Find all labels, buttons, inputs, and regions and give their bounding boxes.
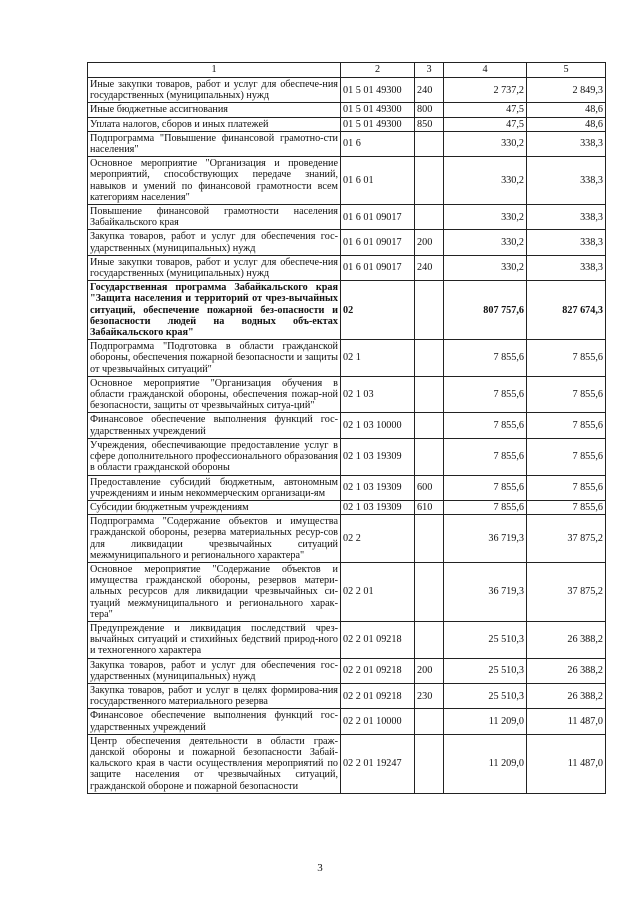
row-amount-year-1: 11 209,0 [444,709,527,734]
row-amount-year-2: 338,3 [527,131,606,156]
row-amount-year-2: 48,6 [527,103,606,117]
table-row [88,621,606,658]
row-name: Повышение финансовой грамотности населения Забайкальского края [88,205,341,230]
row-name: Иные закупки товаров, работ и услуг для обеспече-ния государственных (муниципальных) нужд [88,78,341,103]
row-expense-type [415,340,444,377]
row-amount-year-1: 25 510,3 [444,683,527,708]
row-amount-year-2: 7 855,6 [527,376,606,413]
row-amount-year-2: 26 388,2 [527,683,606,708]
row-amount-year-2: 11 487,0 [527,734,606,793]
row-code: 02 2 01 09218 [341,683,415,708]
table-row [88,709,606,734]
table-row [88,658,606,683]
table-row [88,475,606,500]
row-code: 02 2 01 19247 [341,734,415,793]
row-expense-type [415,734,444,793]
row-amount-year-1: 25 510,3 [444,658,527,683]
row-amount-year-2: 7 855,6 [527,438,606,475]
row-amount-year-2: 338,3 [527,205,606,230]
header-row [88,63,606,78]
row-amount-year-2: 7 855,6 [527,475,606,500]
row-code: 02 1 03 19309 [341,475,415,500]
row-amount-year-1: 7 855,6 [444,340,527,377]
row-expense-type: 600 [415,475,444,500]
row-amount-year-1: 330,2 [444,230,527,255]
row-code: 01 5 01 49300 [341,117,415,131]
row-amount-year-2: 26 388,2 [527,621,606,658]
row-code: 02 1 [341,340,415,377]
table-row [88,230,606,255]
row-amount-year-2: 26 388,2 [527,658,606,683]
table-row [88,438,606,475]
row-amount-year-1: 36 719,3 [444,562,527,621]
row-name: Подпрограмма "Повышение финансовой грамотно-сти населения" [88,131,341,156]
row-name: Закупка товаров, работ и услуг для обеспечения гос-ударственных (муниципальных) нужд [88,230,341,255]
row-amount-year-1: 330,2 [444,157,527,205]
row-code: 01 6 01 [341,157,415,205]
row-amount-year-2: 48,6 [527,117,606,131]
row-name: Основное мероприятие "Содержание объектов и имущества гражданской обороны, резервов матери-альных ресурсов для ликвидации чрезвычайных си-туаций межмуниципального и регионального харак-тера" [88,562,341,621]
row-expense-type: 800 [415,103,444,117]
row-expense-type [415,281,444,340]
row-name: Закупка товаров, работ и услуг для обеспечения гос-ударственных (муниципальных) нужд [88,658,341,683]
row-amount-year-2: 7 855,6 [527,500,606,514]
row-expense-type: 240 [415,255,444,280]
row-amount-year-2: 11 487,0 [527,709,606,734]
row-code: 02 1 03 19309 [341,438,415,475]
row-amount-year-2: 338,3 [527,255,606,280]
table-body [88,78,606,794]
row-name: Учреждения, обеспечивающие предоставление услуг в сфере дополнительного профессионального образования в области гражданской обороны [88,438,341,475]
table-row [88,376,606,413]
row-expense-type [415,131,444,156]
row-name: Закупка товаров, работ и услуг в целях формирова-ния государственного материального резерва [88,683,341,708]
row-name: Иные бюджетные ассигнования [88,103,341,117]
row-amount-year-2: 338,3 [527,230,606,255]
row-name: Основное мероприятие "Организация обучения в области гражданской обороны, обеспечения пожар-ной безопасности, защиты от чрезвычайных ситуа-ций" [88,376,341,413]
table-row [88,562,606,621]
header-col-1: 1 [88,63,341,78]
row-name: Субсидии бюджетным учреждениям [88,500,341,514]
table-row [88,131,606,156]
row-amount-year-2: 7 855,6 [527,413,606,438]
row-amount-year-1: 330,2 [444,205,527,230]
row-name: Государственная программа Забайкальского края "Защита населения и территорий от чрез-вычайных ситуаций, обеспечение пожарной без-опасности и безопасности людей на водных объ-ектах Забайкальского края" [88,281,341,340]
row-amount-year-1: 7 855,6 [444,438,527,475]
row-expense-type [415,413,444,438]
row-name: Финансовое обеспечение выполнения функций гос-ударственных учреждений [88,709,341,734]
row-amount-year-2: 37 875,2 [527,515,606,563]
row-expense-type [415,621,444,658]
row-name: Центр обеспечения деятельности в области граж-данской обороны и пожарной безопасности Забай-кальского края в части осуществления мероприятий по защите населения от чрезвычайных ситуаций, гражданской обороне и пожарной безопасности [88,734,341,793]
row-code: 02 1 03 19309 [341,500,415,514]
row-code: 02 1 03 10000 [341,413,415,438]
row-code: 01 6 01 09017 [341,230,415,255]
row-name: Основное мероприятие "Организация и проведение мероприятий, способствующих передаче знаний, навыков и умений по финансовой грамотности всем категориям населения" [88,157,341,205]
table-row [88,734,606,793]
row-amount-year-1: 7 855,6 [444,376,527,413]
row-amount-year-1: 25 510,3 [444,621,527,658]
table-row [88,103,606,117]
table-row [88,515,606,563]
row-amount-year-2: 2 849,3 [527,78,606,103]
header-col-2: 2 [341,63,415,78]
row-name: Предоставление субсидий бюджетным, автономным учреждениям и иным некоммерческим организаци-ям [88,475,341,500]
row-name: Подпрограмма "Подготовка в области гражданской обороны, обеспечения пожарной безопасности и защиты от чрезвычайных ситуаций" [88,340,341,377]
table-row [88,78,606,103]
row-code: 02 2 01 09218 [341,621,415,658]
row-amount-year-2: 37 875,2 [527,562,606,621]
table-row [88,255,606,280]
row-amount-year-2: 338,3 [527,157,606,205]
table-row [88,413,606,438]
row-amount-year-1: 807 757,6 [444,281,527,340]
table-row [88,340,606,377]
row-code: 01 5 01 49300 [341,78,415,103]
budget-table [87,62,606,794]
header-col-3: 3 [415,63,444,78]
row-name: Подпрограмма "Содержание объектов и имущества гражданской обороны, резерва материальных ресур-сов для ликвидации чрезвычайных ситуаций межмуниципального и регионального характера" [88,515,341,563]
row-expense-type [415,376,444,413]
row-expense-type: 240 [415,78,444,103]
row-name: Финансовое обеспечение выполнения функций гос-ударственных учреждений [88,413,341,438]
row-amount-year-2: 827 674,3 [527,281,606,340]
row-amount-year-2: 7 855,6 [527,340,606,377]
table-row [88,500,606,514]
table-row [88,281,606,340]
row-amount-year-1: 7 855,6 [444,500,527,514]
row-code: 02 2 [341,515,415,563]
row-amount-year-1: 47,5 [444,103,527,117]
row-amount-year-1: 47,5 [444,117,527,131]
page-number: 3 [317,862,323,874]
row-code: 01 6 01 09017 [341,205,415,230]
table-row [88,117,606,131]
row-amount-year-1: 36 719,3 [444,515,527,563]
row-amount-year-1: 7 855,6 [444,475,527,500]
row-expense-type: 610 [415,500,444,514]
row-code: 02 2 01 [341,562,415,621]
row-expense-type: 850 [415,117,444,131]
row-expense-type [415,709,444,734]
header-col-4: 4 [444,63,527,78]
row-expense-type: 200 [415,658,444,683]
table-row [88,157,606,205]
row-code: 01 6 01 09017 [341,255,415,280]
row-amount-year-1: 2 737,2 [444,78,527,103]
row-expense-type: 200 [415,230,444,255]
row-amount-year-1: 330,2 [444,131,527,156]
row-name: Уплата налогов, сборов и иных платежей [88,117,341,131]
row-amount-year-1: 11 209,0 [444,734,527,793]
row-code: 01 6 [341,131,415,156]
row-amount-year-1: 7 855,6 [444,413,527,438]
row-expense-type [415,562,444,621]
row-code: 01 5 01 49300 [341,103,415,117]
row-amount-year-1: 330,2 [444,255,527,280]
row-name: Иные закупки товаров, работ и услуг для обеспече-ния государственных (муниципальных) нужд [88,255,341,280]
row-name: Предупреждение и ликвидация последствий чрез-вычайных ситуаций и стихийных бедствий природ-ного и техногенного характера [88,621,341,658]
header-col-5: 5 [527,63,606,78]
row-expense-type [415,205,444,230]
row-code: 02 1 03 [341,376,415,413]
row-expense-type [415,157,444,205]
row-expense-type [415,438,444,475]
row-expense-type: 230 [415,683,444,708]
row-code: 02 [341,281,415,340]
row-code: 02 2 01 09218 [341,658,415,683]
row-code: 02 2 01 10000 [341,709,415,734]
table-row [88,683,606,708]
row-expense-type [415,515,444,563]
table-row [88,205,606,230]
